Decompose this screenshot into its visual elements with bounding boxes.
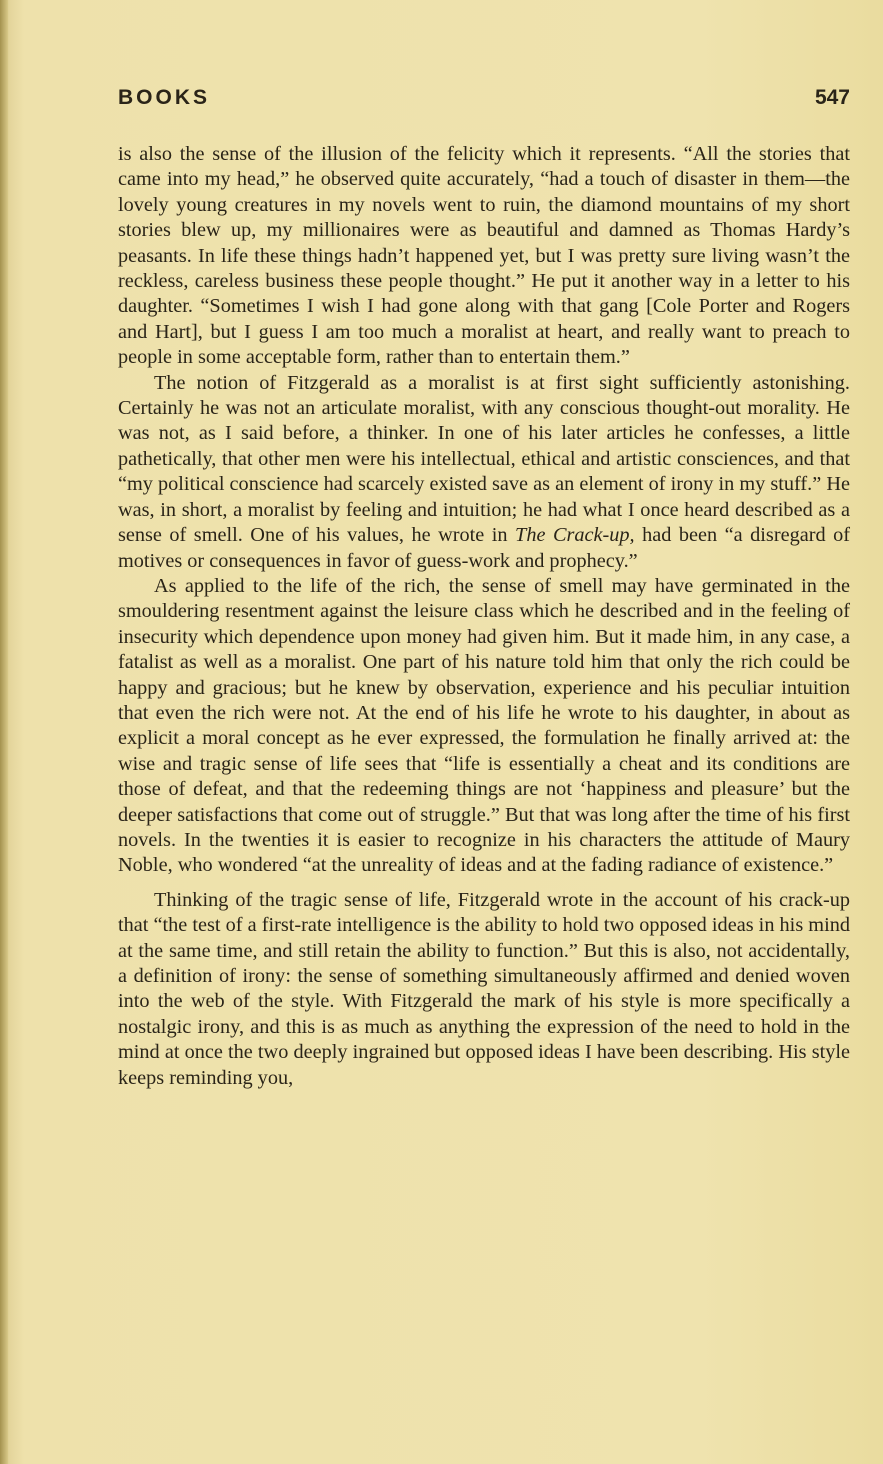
paragraph-2-text-before: The notion of Fitzgerald as a moralist is at first sight sufficiently astonishing. Certainly he was not an articulate moralist, with any conscious thought-out morality. He was not, as I said before, a thinker. In one of his later articles he confesses, a little pathetically, that other men were his intellectual, ethical and artistic consciences, and that “my political conscience had scarcely existed save as an element of irony in my stuff.” He was, in short, a moralist by feeling and intuition; he had what I once heard described as a sense of smell. One of his values, he wrote in: [118, 371, 850, 547]
binding-gutter-shadow: [0, 0, 8, 1464]
page-number: 547: [814, 86, 850, 109]
paragraph-4: Thinking of the tragic sense of life, Fitzgerald wrote in the account of his crack-up that “the test of a first-rate intelligence is the ability to hold two opposed ideas in his mind at the same time, and still retain the ability to function.” But this is also, not accidentally, a definition of irony: the sense of something simultaneously affirmed and denied woven into the web of the style. With Fitzgerald the mark of his style is more specifically a nostalgic irony, and this is as much as anything the expression of the need to hold in the mind at once the two deeply ingrained but opposed ideas I have been describing. His style keeps reminding you,: [118, 888, 850, 1089]
paragraph-1: is also the sense of the illusion of the felicity which it represents. “All the stories that came into my head,” he observed quite accurately, “had a touch of disaster in them—the lovely young creatures in my novels went to ruin, the diamond mountains of my short stories blew up, my millionaires were as beautiful and damned as Thomas Hardy’s peasants. In life these things hadn’t happened yet, but I was pretty sure living wasn’t the reckless, careless business these people thought.” He put it another way in a letter to his daughter. “Sometimes I wish I had gone along with that gang [Cole Porter and Rogers and Hart], but I guess I am too much a moralist at heart, and really want to preach to people in some acceptable form, rather than to entertain them.”: [118, 143, 850, 369]
page-header: [118, 86, 850, 114]
body-text: [118, 142, 850, 1091]
paragraph-3: As applied to the life of the rich, the sense of smell may have germinated in the smouldering resentment against the leisure class which he described and in the feeling of insecurity which dependence upon money had given him. But it made him, in any case, a fatalist as well as a moralist. One part of his nature told him that only the rich could be happy and gracious; but he knew by observation, experience and his peculiar intuition that even the rich were not. At the end of his life he wrote to his daughter, in about as explicit a moral concept as he ever expressed, the formulation he finally arrived at: the wise and tragic sense of life sees that “life is essentially a cheat and its conditions are those of defeat, and that the redeeming things are not ‘happiness and pleasure’ but the deeper satisfactions that come out of struggle.” But that was long after the time of his first novels. In the twenties it is easier to recognize in his characters the attitude of Maury Noble, who wondered “at the unreality of ideas and at the fading radiance of existence.”: [118, 574, 850, 877]
book-title-crack-up: The Crack-up,: [515, 524, 635, 547]
paragraph-2-text-after: had been “a disregard of motives or consequences in favor of guess-work and prophecy.”: [118, 524, 851, 572]
paragraph-2: [118, 371, 850, 574]
running-head: BOOKS: [118, 86, 211, 109]
